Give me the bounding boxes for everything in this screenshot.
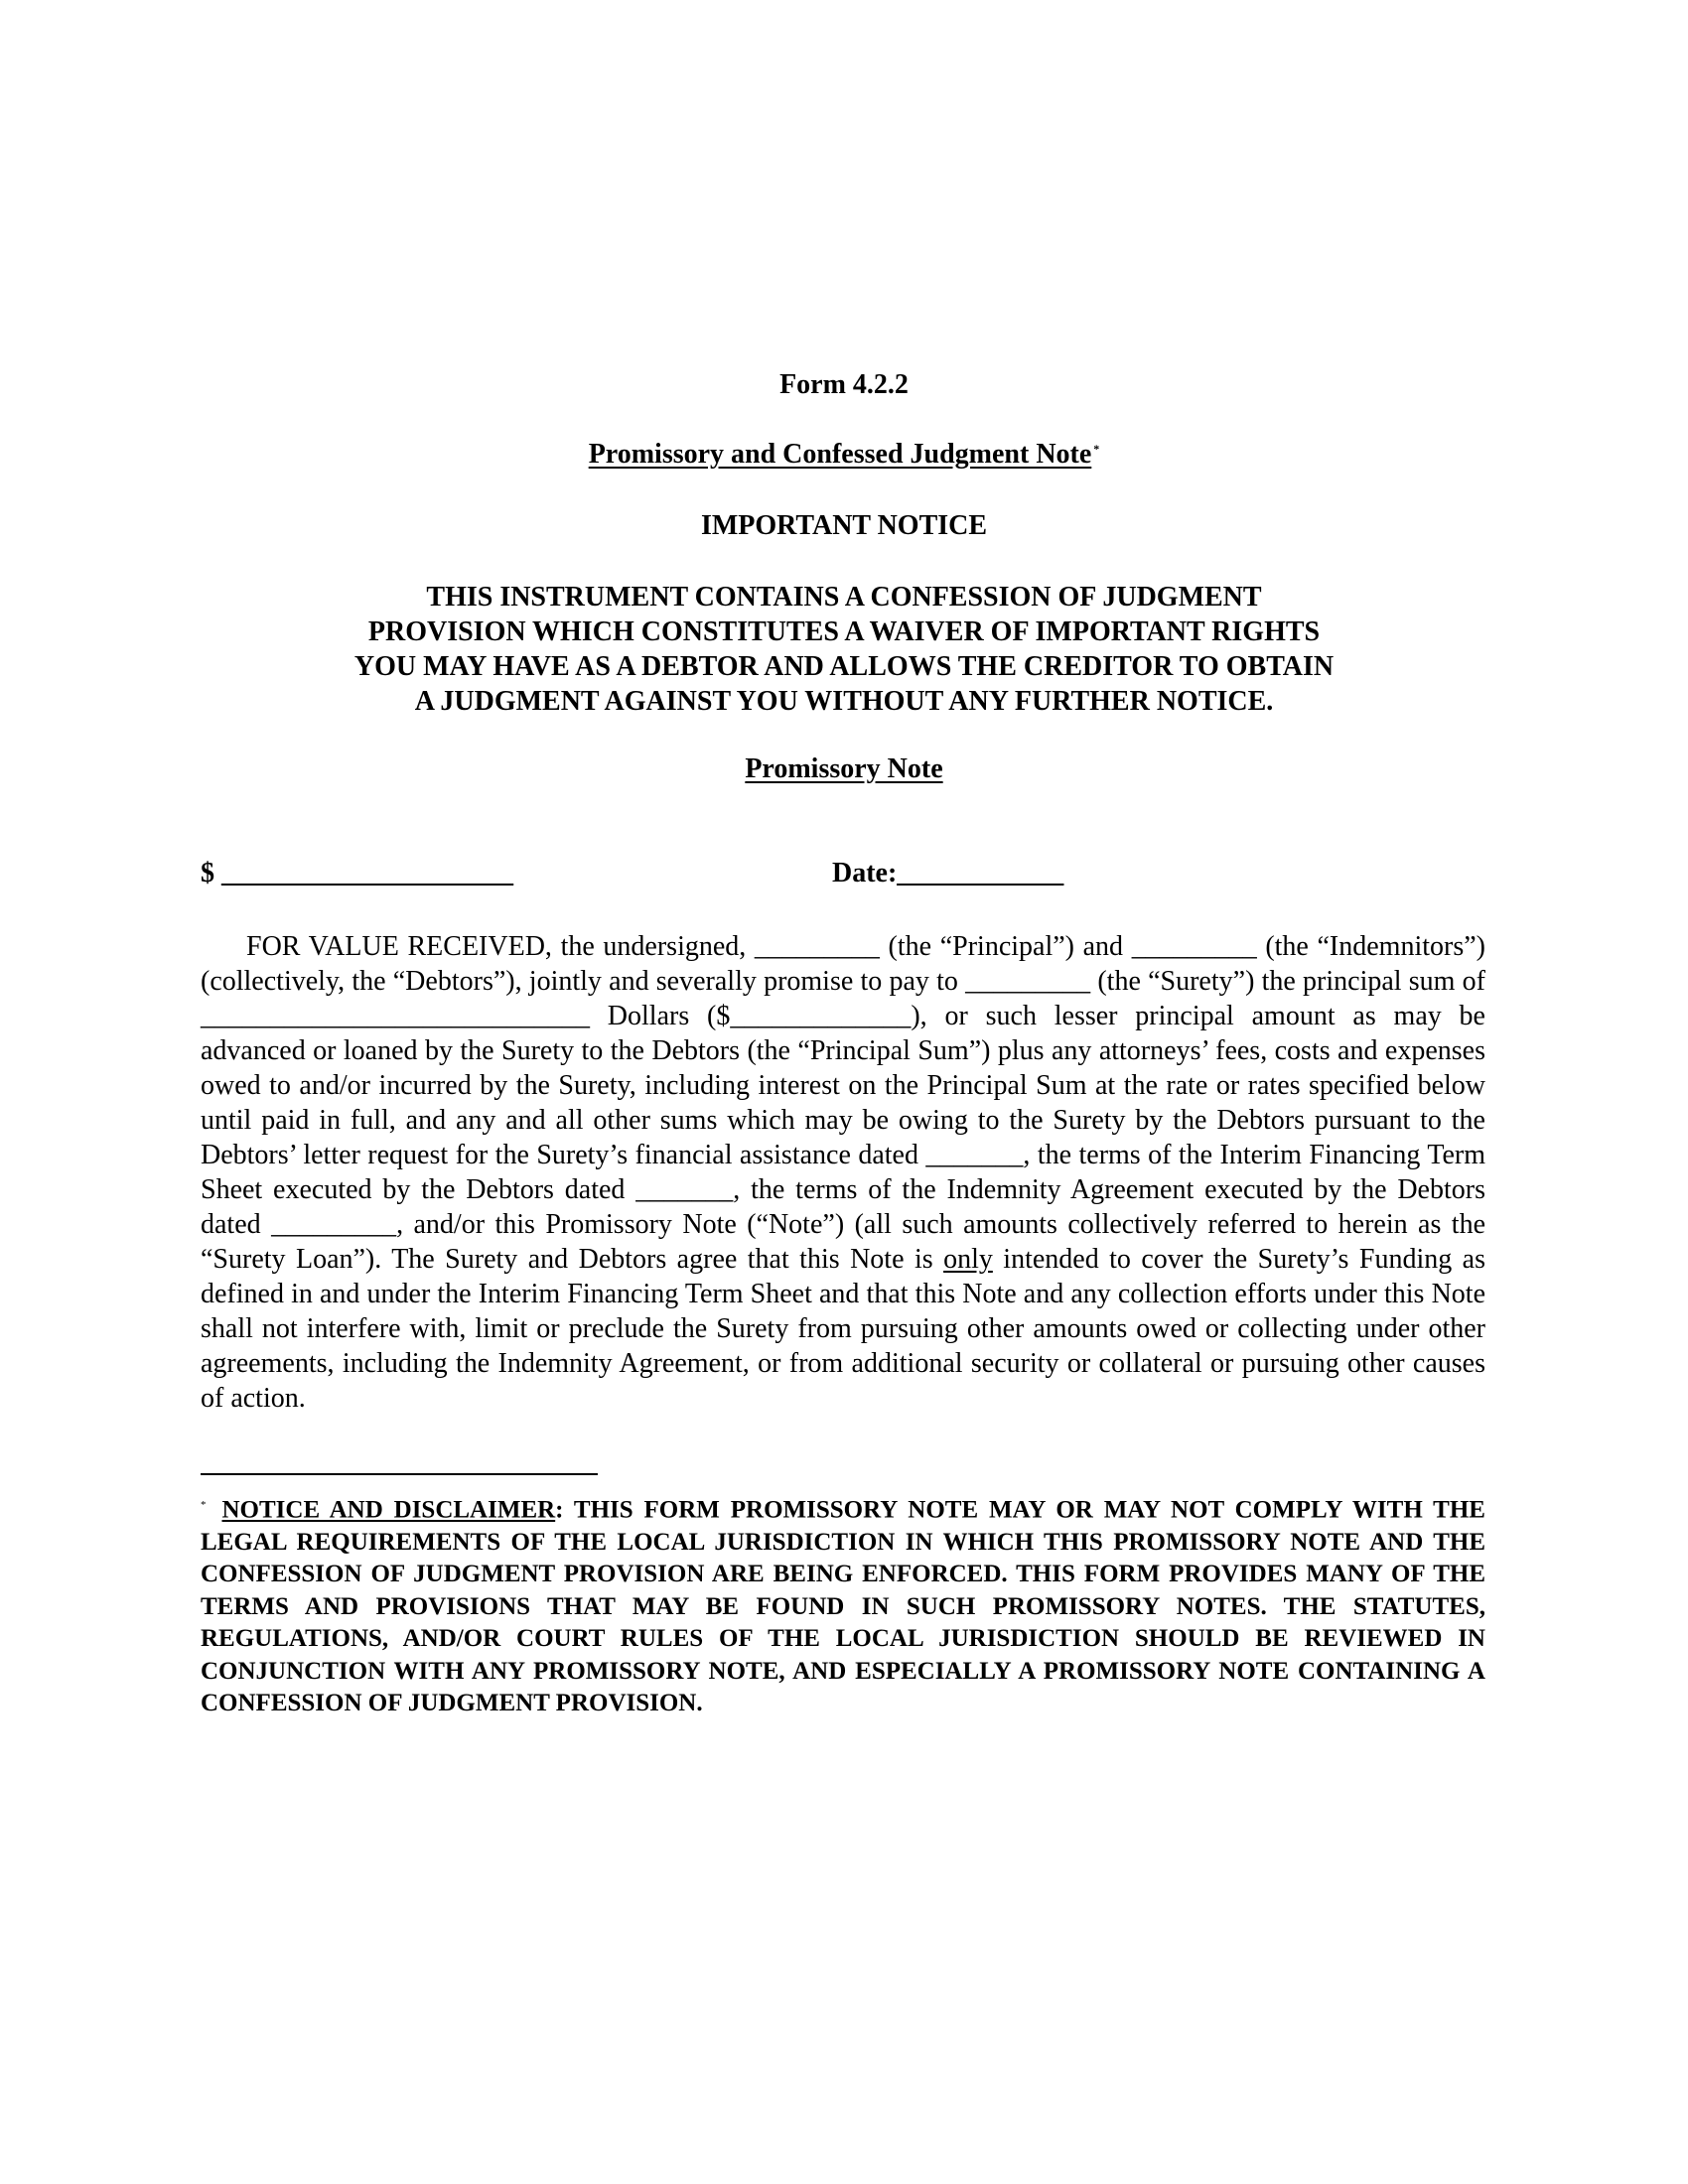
body-text-part-1: FOR VALUE RECEIVED, the undersigned, _________ (the “Principal”) and _________ (the “Indemnitors”) (collectively, the “Debtors”), jointly and severally promise to pay to _________ (the “Surety”) the principal sum of ____________________________ Dollars ($_____________), or such lesser principal amount as may be advanced or loaned by the Surety to the Debtors (the “Principal Sum”) plus any attorneys’ fees, costs and expenses owed to and/or incurred by the Surety, including interest on the Principal Sum at the rate or rates specified below until paid in full, and any and all other sums which may be owing to the Surety by the Debtors pursuant to the Debtors’ letter request for the Surety’s financial assistance dated _______, the terms of the Interim Financing Term Sheet executed by the Debtors dated _______, the terms of the Indemnity Agreement executed by the Debtors dated _________, and/or this Promissory Note (“Note”) (all such amounts collectively referred to herein as the “Surety Loan”). The Surety and Debtors agree that this Note is xyxy=(201,931,1485,1275)
important-notice-heading: IMPORTANT NOTICE xyxy=(700,510,988,541)
warning-line: YOU MAY HAVE AS A DEBTOR AND ALLOWS THE CREDITOR TO OBTAIN xyxy=(353,651,1335,682)
amount-blank-field[interactable]: $ _____________________ xyxy=(201,858,513,888)
footnote-label: NOTICE AND DISCLAIMER xyxy=(221,1496,556,1524)
footnote-divider xyxy=(201,1473,598,1475)
document-title xyxy=(0,439,1688,471)
confession-warning-block xyxy=(0,580,1688,719)
date-blank-field[interactable]: Date:____________ xyxy=(832,858,1064,888)
footnote-text: : THIS FORM PROMISSORY NOTE MAY OR MAY NOT COMPLY WITH THE LEGAL REQUIREMENTS OF THE LOCAL JURISDICTION IN WHICH THIS PROMISSORY NOTE AND THE CONFESSION OF JUDGMENT PROVISION ARE BEING ENFORCED. THIS FORM PROVIDES MANY OF THE TERMS AND PROVISIONS THAT MAY BE FOUND IN SUCH PROMISSORY NOTES. THE STATUTES, REGULATIONS, AND/OR COURT RULES OF THE LOCAL JURISDICTION SHOULD BE REVIEWED IN CONJUNCTION WITH ANY PROMISSORY NOTE, AND ESPECIALLY A PROMISSORY NOTE CONTAINING A CONFESSION OF JUDGMENT PROVISION. xyxy=(201,1496,1485,1717)
body-text-part-2: intended to cover the Surety’s Funding as defined in and under the Interim Financing Term Sheet and that this Note and any collection efforts under this Note shall not interfere with, limit or preclude the Surety from pursuing other amounts owed or collecting under other agreements, including the Indemnity Agreement, or from additional security or collateral or pursuing other causes of action. xyxy=(201,1244,1485,1414)
body-emphasis-only: only xyxy=(943,1244,993,1275)
document-title-text: Promissory and Confessed Judgment Note xyxy=(588,439,1092,470)
warning-line: A JUDGMENT AGAINST YOU WITHOUT ANY FURTHER NOTICE. xyxy=(414,686,1274,717)
footnote-mark: * xyxy=(201,1499,207,1511)
warning-line: PROVISION WHICH CONSTITUTES A WAIVER OF IMPORTANT RIGHTS xyxy=(367,616,1321,647)
note-body-paragraph xyxy=(201,929,1485,1416)
promissory-note-subheading xyxy=(0,753,1688,785)
promissory-note-subheading-text: Promissory Note xyxy=(745,753,943,784)
warning-line: THIS INSTRUMENT CONTAINS A CONFESSION OF JUDGMENT xyxy=(426,582,1262,613)
form-number: Form 4.2.2 xyxy=(779,369,909,400)
footnote-disclaimer xyxy=(201,1489,1485,1720)
footnote-reference-mark: * xyxy=(1093,441,1100,456)
